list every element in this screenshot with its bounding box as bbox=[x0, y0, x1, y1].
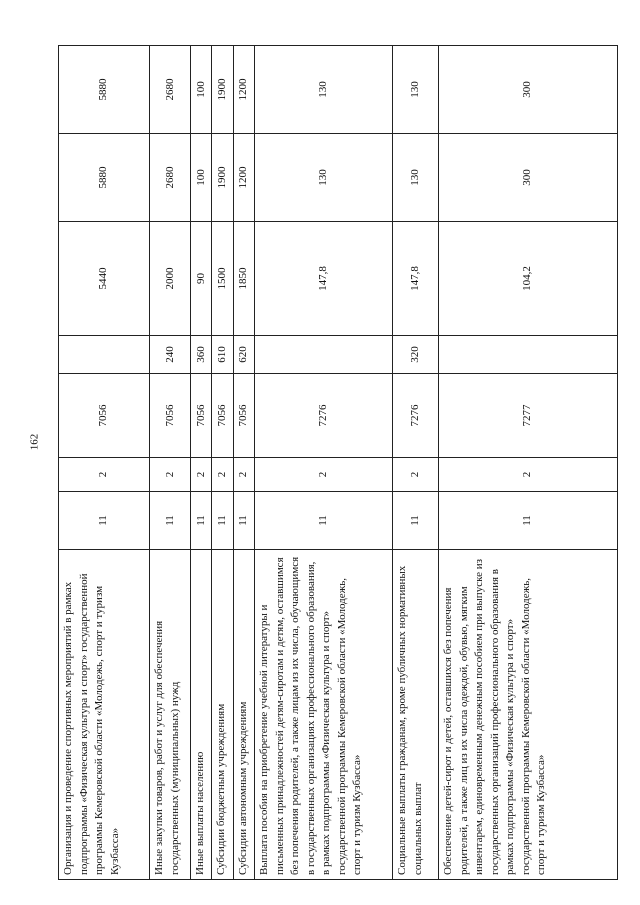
subsection-code: 2 bbox=[212, 458, 233, 492]
section-code: 11 bbox=[233, 492, 254, 550]
expense-type-code bbox=[439, 336, 618, 374]
target-code: 7056 bbox=[212, 374, 233, 458]
subsection-code: 2 bbox=[191, 458, 212, 492]
expense-type-code: 360 bbox=[191, 336, 212, 374]
value-year-1: 104,2 bbox=[439, 222, 618, 336]
expense-type-code bbox=[255, 336, 393, 374]
target-code: 7056 bbox=[233, 374, 254, 458]
table-row bbox=[439, 46, 618, 880]
section-code: 11 bbox=[393, 492, 439, 550]
value-year-2: 100 bbox=[191, 134, 212, 222]
target-code: 7277 bbox=[439, 374, 618, 458]
section-code: 11 bbox=[212, 492, 233, 550]
value-year-3: 100 bbox=[191, 46, 212, 134]
row-name: Выплата пособия на приобретение учебной литературы и письменных принадлежностей детям-сиротам и детям, оставшимся без попечения родителей, а также лицам из их числа, обучающимся в государственных организациях профессионального образования, в рамках подпрограммы «Физическая культура и спорт» государственной программы Кемеровской области «Молодежь, спорт и туризм Кузбасса» bbox=[255, 550, 393, 880]
table-row bbox=[255, 46, 393, 880]
target-code: 7276 bbox=[393, 374, 439, 458]
value-year-3: 1900 bbox=[212, 46, 233, 134]
target-code: 7056 bbox=[150, 374, 191, 458]
table-row bbox=[233, 46, 254, 880]
expense-type-code: 320 bbox=[393, 336, 439, 374]
table-row bbox=[393, 46, 439, 880]
value-year-2: 5880 bbox=[59, 134, 150, 222]
row-name: Субсидии автономным учреждениям bbox=[233, 550, 254, 880]
expense-type-code: 610 bbox=[212, 336, 233, 374]
row-name: Иные закупки товаров, работ и услуг для обеспечения государственных (муниципальных) нужд bbox=[150, 550, 191, 880]
table-row bbox=[150, 46, 191, 880]
table-row bbox=[212, 46, 233, 880]
section-code: 11 bbox=[59, 492, 150, 550]
subsection-code: 2 bbox=[439, 458, 618, 492]
row-name: Обеспечение детей-сирот и детей, оставшихся без попечения родителей, а также лиц из их числа одеждой, обувью, мягким инвентарем, единовременным денежным пособием при выпуске из государственных организаций профессионального образования в рамках подпрограммы «Физическая культура и спорт» государственной программы Кемеровской области «Молодежь, спорт и туризм Кузбасса» bbox=[439, 550, 618, 880]
value-year-1: 90 bbox=[191, 222, 212, 336]
value-year-1: 147,8 bbox=[255, 222, 393, 336]
section-code: 11 bbox=[439, 492, 618, 550]
section-code: 11 bbox=[191, 492, 212, 550]
value-year-3: 130 bbox=[393, 46, 439, 134]
value-year-3: 1200 bbox=[233, 46, 254, 134]
table-row bbox=[191, 46, 212, 880]
value-year-3: 130 bbox=[255, 46, 393, 134]
value-year-3: 5880 bbox=[59, 46, 150, 134]
target-code: 7056 bbox=[59, 374, 150, 458]
budget-table bbox=[58, 45, 618, 880]
value-year-1: 1850 bbox=[233, 222, 254, 336]
value-year-1: 147,8 bbox=[393, 222, 439, 336]
subsection-code: 2 bbox=[393, 458, 439, 492]
page-number: 162 bbox=[28, 433, 41, 451]
table-row bbox=[59, 46, 150, 880]
target-code: 7276 bbox=[255, 374, 393, 458]
section-code: 11 bbox=[150, 492, 191, 550]
expense-type-code: 240 bbox=[150, 336, 191, 374]
target-code: 7056 bbox=[191, 374, 212, 458]
subsection-code: 2 bbox=[59, 458, 150, 492]
subsection-code: 2 bbox=[255, 458, 393, 492]
subsection-code: 2 bbox=[233, 458, 254, 492]
value-year-3: 300 bbox=[439, 46, 618, 134]
row-name: Организация и проведение спортивных мероприятий в рамках подпрограммы «Физическая культура и спорт» государственной программы Кемеровской области «Молодежь, спорт и туризм Кузбасса» bbox=[59, 550, 150, 880]
value-year-3: 2680 bbox=[150, 46, 191, 134]
value-year-2: 1200 bbox=[233, 134, 254, 222]
row-name: Социальные выплаты гражданам, кроме публичных нормативных социальных выплат bbox=[393, 550, 439, 880]
expense-type-code: 620 bbox=[233, 336, 254, 374]
value-year-2: 130 bbox=[255, 134, 393, 222]
budget-table-container bbox=[58, 46, 618, 880]
value-year-2: 1900 bbox=[212, 134, 233, 222]
subsection-code: 2 bbox=[150, 458, 191, 492]
value-year-1: 5440 bbox=[59, 222, 150, 336]
section-code: 11 bbox=[255, 492, 393, 550]
value-year-2: 300 bbox=[439, 134, 618, 222]
row-name: Субсидии бюджетным учреждениям bbox=[212, 550, 233, 880]
value-year-1: 1500 bbox=[212, 222, 233, 336]
row-name: Иные выплаты населению bbox=[191, 550, 212, 880]
expense-type-code bbox=[59, 336, 150, 374]
value-year-1: 2000 bbox=[150, 222, 191, 336]
table-body bbox=[59, 46, 618, 880]
value-year-2: 130 bbox=[393, 134, 439, 222]
value-year-2: 2680 bbox=[150, 134, 191, 222]
